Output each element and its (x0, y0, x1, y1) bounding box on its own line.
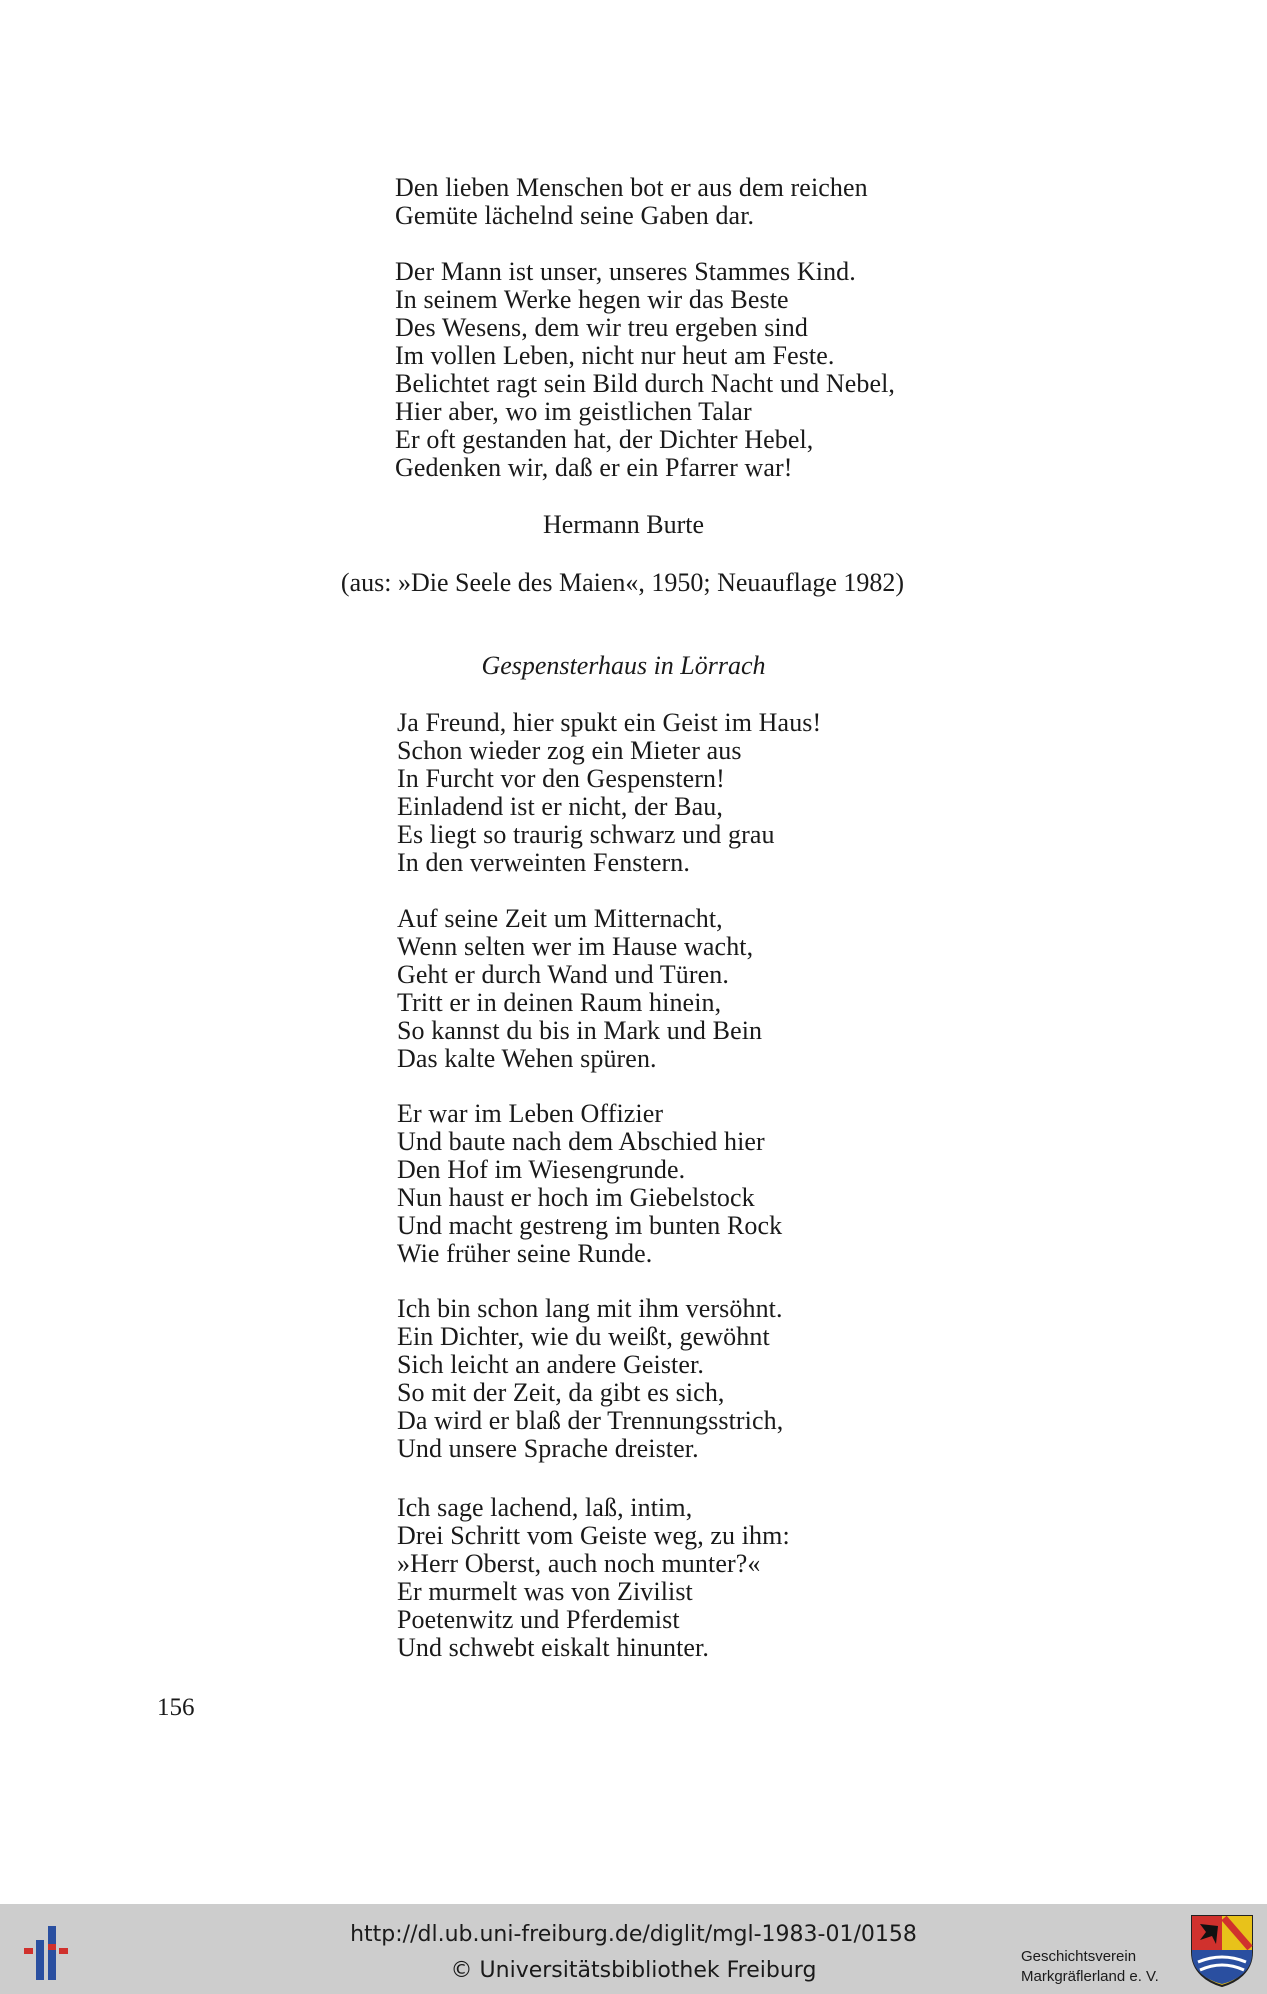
footer-url-link[interactable]: http://dl.ub.uni-freiburg.de/diglit/mgl-1983-01/0158 (350, 1922, 917, 1947)
poem2-stanza-3 (397, 1100, 782, 1268)
poem1-source: (aus: »Die Seele des Maien«, 1950; Neuauflage 1982) (340, 568, 905, 597)
poem-line: Belichtet ragt sein Bild durch Nacht und Nebel, (395, 369, 896, 398)
footer-organization (1021, 1947, 1159, 1987)
poem2-stanza-4 (397, 1295, 783, 1463)
poem-line: Und macht gestreng im bunten Rock (397, 1211, 783, 1240)
poem-line: Es liegt so traurig schwarz und grau (397, 820, 775, 849)
poem-line: Geht er durch Wand und Türen. (397, 960, 729, 989)
poem-line: In Furcht vor den Gespenstern! (397, 764, 725, 793)
poem1-stanza-2 (395, 258, 895, 482)
page-number: 156 (157, 1694, 195, 1721)
poem-line: Ich sage lachend, laß, intim, (397, 1493, 693, 1522)
poem-line: Ein Dichter, wie du weißt, gewöhnt (397, 1322, 770, 1351)
poem-line: Auf seine Zeit um Mitternacht, (397, 904, 723, 933)
poem-line: Ich bin schon lang mit ihm versöhnt. (397, 1294, 783, 1323)
poem-line: Hier aber, wo im geistlichen Talar (395, 397, 752, 426)
poem-line: Drei Schritt vom Geiste weg, zu ihm: (397, 1521, 790, 1550)
poem-line: Poetenwitz und Pferdemist (397, 1605, 680, 1634)
poem-line: In den verweinten Fenstern. (397, 848, 690, 877)
poem-line: Der Mann ist unser, unseres Stammes Kind. (395, 257, 856, 286)
footer-org-line-2: Markgräflerland e. V. (1021, 1968, 1159, 1985)
poem-line: In seinem Werke hegen wir das Beste (395, 285, 789, 314)
poem2-title: Gespensterhaus in Lörrach (481, 651, 766, 680)
poem-line: Und schwebt eiskalt hinunter. (397, 1633, 709, 1662)
poem-line: Er oft gestanden hat, der Dichter Hebel, (395, 425, 814, 454)
poem-line: Da wird er blaß der Trennungsstrich, (397, 1406, 784, 1435)
poem-line: Sich leicht an andere Geister. (397, 1350, 704, 1379)
poem-line: Er murmelt was von Zivilist (397, 1577, 693, 1606)
poem-line: Den Hof im Wiesengrunde. (397, 1155, 686, 1184)
footer-copyright: © Universitätsbibliothek Freiburg (450, 1958, 817, 1983)
poem1-author: Hermann Burte (542, 510, 704, 539)
poem-line: Wie früher seine Runde. (397, 1239, 653, 1268)
poem-line: Schon wieder zog ein Mieter aus (397, 736, 742, 765)
poem-line: Wenn selten wer im Hause wacht, (397, 932, 754, 961)
poem-line: Einladend ist er nicht, der Bau, (397, 792, 723, 821)
footer-bar (0, 1904, 1267, 1994)
poem-line: Ja Freund, hier spukt ein Geist im Haus! (397, 708, 822, 737)
poem-line: Gemüte lächelnd seine Gaben dar. (395, 201, 755, 230)
poem-line: Im vollen Leben, nicht nur heut am Feste. (395, 341, 835, 370)
poem2-stanza-2 (397, 905, 762, 1073)
poem1-stanza-1 (395, 174, 868, 230)
footer-org-line-1: Geschichtsverein (1021, 1948, 1137, 1965)
poem-line: Und baute nach dem Abschied hier (397, 1127, 765, 1156)
poem-line: Des Wesens, dem wir treu ergeben sind (395, 313, 808, 342)
poem-line: Und unsere Sprache dreister. (397, 1434, 699, 1463)
poem-line: Gedenken wir, daß er ein Pfarrer war! (395, 453, 793, 482)
coat-of-arms-icon (1188, 1912, 1256, 1988)
poem-line: Tritt er in deinen Raum hinein, (397, 988, 722, 1017)
poem-line: Den lieben Menschen bot er aus dem reichen (395, 173, 868, 202)
poem-line: Er war im Leben Offizier (397, 1099, 664, 1128)
poem-line: Nun haust er hoch im Giebelstock (397, 1183, 755, 1212)
poem-line: »Herr Oberst, auch noch munter?« (397, 1549, 761, 1578)
poem-line: So kannst du bis in Mark und Bein (397, 1016, 763, 1045)
poem-line: So mit der Zeit, da gibt es sich, (397, 1378, 725, 1407)
poem2-stanza-1 (397, 709, 821, 877)
poem-line: Das kalte Wehen spüren. (397, 1044, 657, 1073)
poem2-stanza-5 (397, 1494, 790, 1662)
